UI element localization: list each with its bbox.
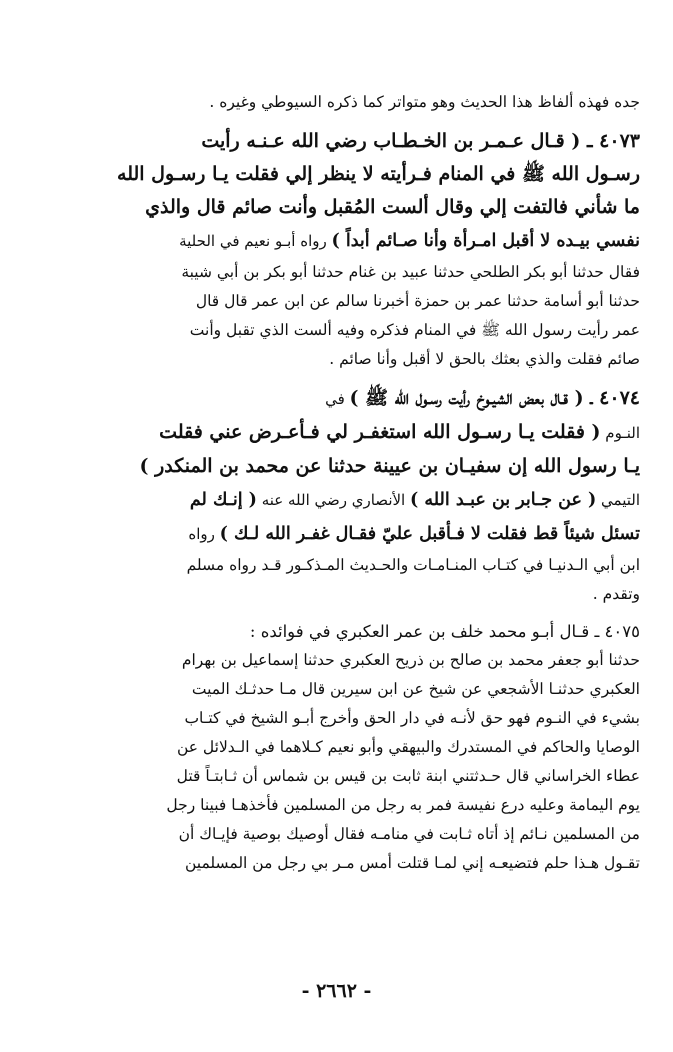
entry-4075-text: تقـول هـذا حلم فتضيعـه إني لمـا قتلت أمس مـر بي رجل من المسلمين — [184, 854, 640, 872]
entry-4075-text: عطاء الخراساني قال حـدثتني ابنة ثابت بن قيس بن شماس أن ثـابتـاً قتل — [176, 767, 640, 785]
entry-4073-text: رسـول الله ﷺ في المنام فـرأيته لا ينظر إلي فقلت يـا رسـول الله — [117, 163, 640, 185]
entry-4073-text: ما شأني فالتفت إلي وقال ألست المُقبل وأنت صائم قال والذي — [145, 196, 640, 218]
entry-4075-text: يوم اليمامة وعليه درع نفيسة فمر به رجل من المسلمين فأخذهـا فبينا رجل — [166, 796, 640, 814]
entry-4074-mixed-line — [38, 483, 640, 517]
entry-4074-quote: ( إنـك لم — [189, 490, 257, 510]
entry-4074-source: وتقدم . — [592, 585, 640, 603]
entry-4073-quote-end: نفسي بيـده لا أقبل امـرأة وأنا صـائم أبداً ) — [331, 231, 640, 251]
entry-4074-heading-tail: في — [325, 390, 350, 408]
entry-4073-chain: حدثنا أبو أسامة حدثنا عمر بن حمزة أخبرنا سالم عن ابن عمر قال قال — [195, 292, 640, 310]
entry-4075-text: الوصايا والحاكم في المستدرك والبيهقي وأبو نعيم كـلاهما في الـدلائل عن — [176, 738, 640, 756]
entry-4074-heading — [38, 382, 640, 416]
document-page — [38, 88, 640, 878]
entry-4074-quote: يـا رسول الله إن سفيـان بن عيينة حدثنا عن محمد بن المنكدر ) — [139, 455, 640, 477]
entry-4075-text: بشيء في النـوم فهو حق لأنـه في دار الحق وأخرج أبـو الشيخ في كتـاب — [184, 709, 640, 727]
entry-4073-chain: صائم فقلت والذي بعثك بالحق لا أقبل وأنا صائم . — [329, 350, 640, 368]
entry-4074-word: النـوم — [600, 424, 640, 442]
entry-4073-heading: ٤٠٧٣ ـ ( قـال عـمـر بن الخـطـاب رضي الله عـنـه رأيت — [201, 130, 640, 152]
entry-4074-word: الأنصاري رضي الله عنه — [256, 491, 410, 509]
entry-4074-mixed-line — [38, 416, 640, 450]
spacer — [38, 374, 640, 382]
entry-4074-heading-bold: ٤٠٧٤ ـ ( قـال بعض الشيـوخ رأيت رسـول الله ﷺ ) — [349, 387, 640, 409]
entry-4075-text: حدثنا أبو جعفر محمد بن صالح بن ذريح العكبري حدثنا إسماعيل بن بهرام — [181, 651, 640, 669]
spacer — [38, 609, 640, 617]
entry-4074-quote: ( فقلت يـا رسـول الله استغفـر لي فـأعـرض عني فقلت — [159, 421, 601, 443]
entry-4073-chain: فقال حدثنا أبو بكر الطلحي حدثنا عبيد بن غنام حدثنا أبو بكر بن أبي شيبة — [181, 263, 640, 281]
entry-4075-text: العكبري حدثنـا الأشجعي عن شيخ عن ابن سيرين قال مـا حدثـك الميت — [191, 680, 640, 698]
entry-4075-heading: ٤٠٧٥ ـ قـال أبـو محمد خلف بن عمر العكبري في فوائده : — [249, 622, 640, 641]
entry-4075-text: من المسلمين نـائم إذ أتاه ثـابت في منامـه فقال أوصيك بوصية فإيـاك أن — [178, 825, 640, 843]
intro-line: جده فهذه ألفاظ هذا الحديث وهو متواتر كما ذكره السيوطي وغيره . — [209, 93, 640, 111]
entry-4073-chain: عمر رأيت رسول الله ﷺ في المنام فذكره وفيه ألست الذي تقبل وأنت — [189, 321, 640, 339]
entry-4073-source: رواه أبـو نعيم في الحلية — [179, 232, 332, 250]
entry-4074-word: رواه — [188, 525, 220, 543]
spacer — [38, 117, 640, 125]
entry-4074-source: ابن أبي الـدنيـا في كتـاب المنـامـات والحـديث المـذكـور قـد رواه مسلم — [186, 556, 640, 574]
entry-4073-mixed-line — [38, 224, 640, 258]
entry-4074-mixed-line — [38, 517, 640, 551]
entry-4074-narrator: ( عن جـابر بن عبـد الله ) — [409, 490, 597, 510]
page-number: - ٢٦٦٢ - — [301, 980, 372, 1002]
entry-4074-quote: تسئل شيئاً قط فقلت لا فـأقبل عليّ فقـال غفـر الله لـك ) — [219, 524, 640, 544]
entry-4074-word: التيمي — [596, 491, 640, 509]
